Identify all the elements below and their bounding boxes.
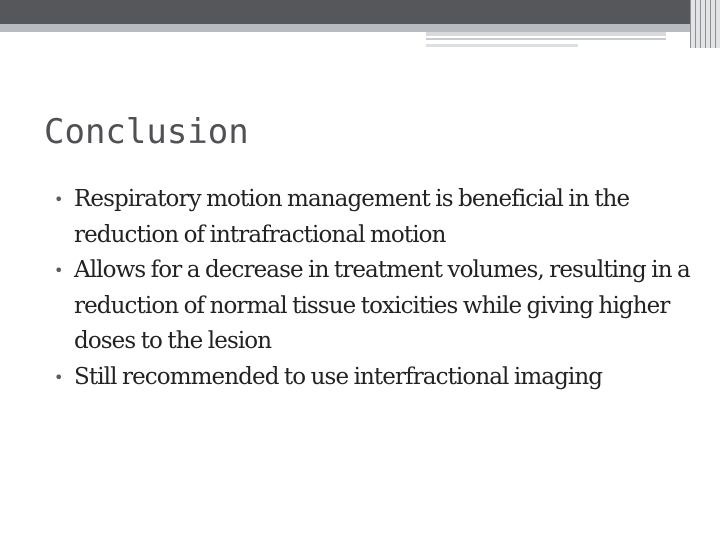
header-band-light (0, 24, 720, 32)
bullet-marker: • (54, 367, 63, 387)
header-stripe (426, 38, 666, 40)
bullet-item (54, 360, 704, 396)
slide-title: Conclusion (44, 112, 249, 152)
bullet-text: Respiratory motion management is beneficial in the reduction of intrafractional motion (74, 186, 630, 248)
bullet-text: Allows for a decrease in treatment volumes, resulting in a reduction of normal tissue toxicities while giving higher doses to the lesion (74, 257, 690, 354)
header-band (0, 0, 720, 24)
bullet-text: Still recommended to use interfractional imaging (74, 363, 603, 390)
header-stripe (426, 44, 578, 47)
bullet-marker: • (54, 190, 63, 209)
header-stripe (426, 32, 666, 36)
bullet-item (54, 253, 704, 360)
bullet-item (54, 182, 704, 253)
bullet-list (54, 182, 704, 395)
bullet-marker: • (54, 261, 63, 280)
header-line-pattern (690, 0, 720, 48)
